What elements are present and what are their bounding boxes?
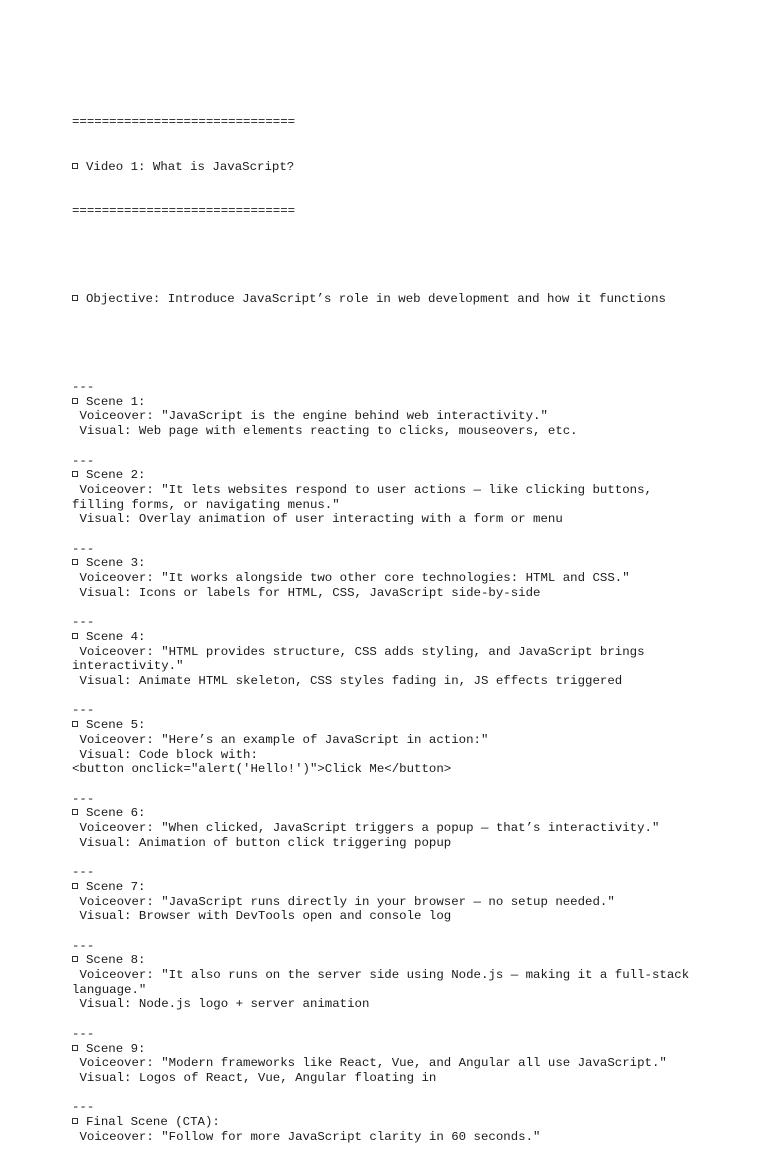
checkbox-bullet-icon <box>72 295 78 301</box>
video-title: Video 1: What is JavaScript? <box>86 159 295 174</box>
scene-separator: --- <box>72 541 95 556</box>
scene-separator: --- <box>72 1026 95 1041</box>
scene-separator: --- <box>72 791 95 806</box>
scene-heading: Scene 7: <box>86 879 146 894</box>
objective-line <box>72 292 732 307</box>
scene-text-line: Voiceover: "Modern frameworks like React, Vue, and Angular all use JavaScript." <box>72 1056 667 1071</box>
scene-block <box>72 1027 732 1101</box>
scene-heading-line <box>72 395 732 410</box>
scene-text-line: Voiceover: "Follow for more JavaScript clarity in 60 seconds." <box>72 1129 541 1144</box>
scene-separator: --- <box>72 453 95 468</box>
checkbox-bullet-icon <box>72 956 78 962</box>
blank-line <box>72 1086 732 1101</box>
scene-heading-line <box>72 1115 732 1130</box>
scene-text-line: Voiceover: "JavaScript is the engine behind web interactivity." <box>72 409 548 424</box>
scene-text-line: Visual: Icons or labels for HTML, CSS, JavaScript side-by-side <box>72 585 541 600</box>
checkbox-bullet-icon <box>72 633 78 639</box>
scene-heading-line <box>72 556 732 571</box>
scene-block <box>72 380 732 454</box>
checkbox-bullet-icon <box>72 1118 78 1124</box>
blank-line <box>72 1012 732 1027</box>
scene-text-line: Visual: Animation of button click triggering popup <box>72 835 452 850</box>
scene-heading-line <box>72 953 732 968</box>
scene-text-line: Visual: Node.js logo + server animation <box>72 997 370 1012</box>
scene-text-line: Visual: Logos of React, Vue, Angular floating in <box>72 1070 437 1085</box>
scene-text-line: Voiceover: "It works alongside two other core technologies: HTML and CSS." <box>72 571 630 586</box>
scene-text-line: filling forms, or navigating menus." <box>72 497 340 512</box>
scene-separator: --- <box>72 938 95 953</box>
document-body <box>72 86 732 1159</box>
scene-heading: Final Scene (CTA): <box>86 1115 220 1130</box>
scene-text-line: Visual: Code block with: <box>72 747 258 762</box>
checkbox-bullet-icon <box>72 471 78 477</box>
scene-text-line: Visual: Overlay animation of user interacting with a form or menu <box>72 512 563 527</box>
scene-text-line: interactivity." <box>72 659 184 674</box>
scene-text-line: Voiceover: "HTML provides structure, CSS adds styling, and JavaScript brings <box>72 644 645 659</box>
blank-line <box>72 527 732 542</box>
header-rule-bottom: ============================== <box>72 203 296 218</box>
scene-heading: Scene 9: <box>86 1041 146 1056</box>
scene-text-line: Voiceover: "It also runs on the server side using Node.js — making it a full-stack <box>72 968 690 983</box>
scene-text-line: Voiceover: "When clicked, JavaScript triggers a popup — that’s interactivity." <box>72 821 660 836</box>
scene-separator: --- <box>72 1100 95 1115</box>
video-title-line <box>72 160 732 175</box>
checkbox-bullet-icon <box>72 721 78 727</box>
checkbox-bullet-icon <box>72 163 78 169</box>
scene-heading: Scene 2: <box>86 468 146 483</box>
blank-line <box>72 439 732 454</box>
scene-block <box>72 454 732 542</box>
objective-text: Objective: Introduce JavaScript’s role in web development and how it functions <box>86 291 666 306</box>
checkbox-bullet-icon <box>72 883 78 889</box>
blank-line <box>72 336 732 351</box>
scene-block <box>72 1100 732 1144</box>
scene-heading: Scene 5: <box>86 718 146 733</box>
scene-heading: Scene 4: <box>86 629 146 644</box>
scene-text-line: language." <box>72 982 147 997</box>
scene-heading: Scene 1: <box>86 394 146 409</box>
scene-text-line: Voiceover: "It lets websites respond to user actions — like clicking buttons, <box>72 482 652 497</box>
scene-text-line: Visual: Web page with elements reacting to clicks, mouseovers, etc. <box>72 424 578 439</box>
scene-text-line: Visual: Browser with DevTools open and console log <box>72 909 452 924</box>
scene-block <box>72 542 732 616</box>
blank-line <box>72 850 732 865</box>
scene-block <box>72 703 732 791</box>
scene-heading-line <box>72 630 732 645</box>
scene-separator: --- <box>72 865 95 880</box>
header-rule-top: ============================== <box>72 115 296 130</box>
scene-heading: Scene 8: <box>86 953 146 968</box>
scene-list <box>72 380 732 1144</box>
checkbox-bullet-icon <box>72 398 78 404</box>
scene-heading-line <box>72 718 732 733</box>
checkbox-bullet-icon <box>72 559 78 565</box>
scene-text-line: Voiceover: "Here’s an example of JavaScript in action:" <box>72 732 489 747</box>
scene-heading-line <box>72 1042 732 1057</box>
scene-heading-line <box>72 880 732 895</box>
blank-line <box>72 601 732 616</box>
scene-separator: --- <box>72 615 95 630</box>
scene-text-line: <button onclick="alert('Hello!')">Click Me</button> <box>72 762 452 777</box>
checkbox-bullet-icon <box>72 1045 78 1051</box>
scene-separator: --- <box>72 703 95 718</box>
scene-heading: Scene 6: <box>86 806 146 821</box>
blank-line <box>72 777 732 792</box>
checkbox-bullet-icon <box>72 809 78 815</box>
scene-text-line: Voiceover: "JavaScript runs directly in your browser — no setup needed." <box>72 894 615 909</box>
blank-line <box>72 924 732 939</box>
scene-heading-line <box>72 806 732 821</box>
scene-block <box>72 939 732 1027</box>
scene-block <box>72 615 732 703</box>
scene-heading: Scene 3: <box>86 556 146 571</box>
scene-separator: --- <box>72 380 95 395</box>
scene-heading-line <box>72 468 732 483</box>
blank-line <box>72 248 732 263</box>
scene-block <box>72 865 732 939</box>
scene-block <box>72 792 732 866</box>
scene-text-line: Visual: Animate HTML skeleton, CSS styles fading in, JS effects triggered <box>72 674 623 689</box>
blank-line <box>72 689 732 704</box>
